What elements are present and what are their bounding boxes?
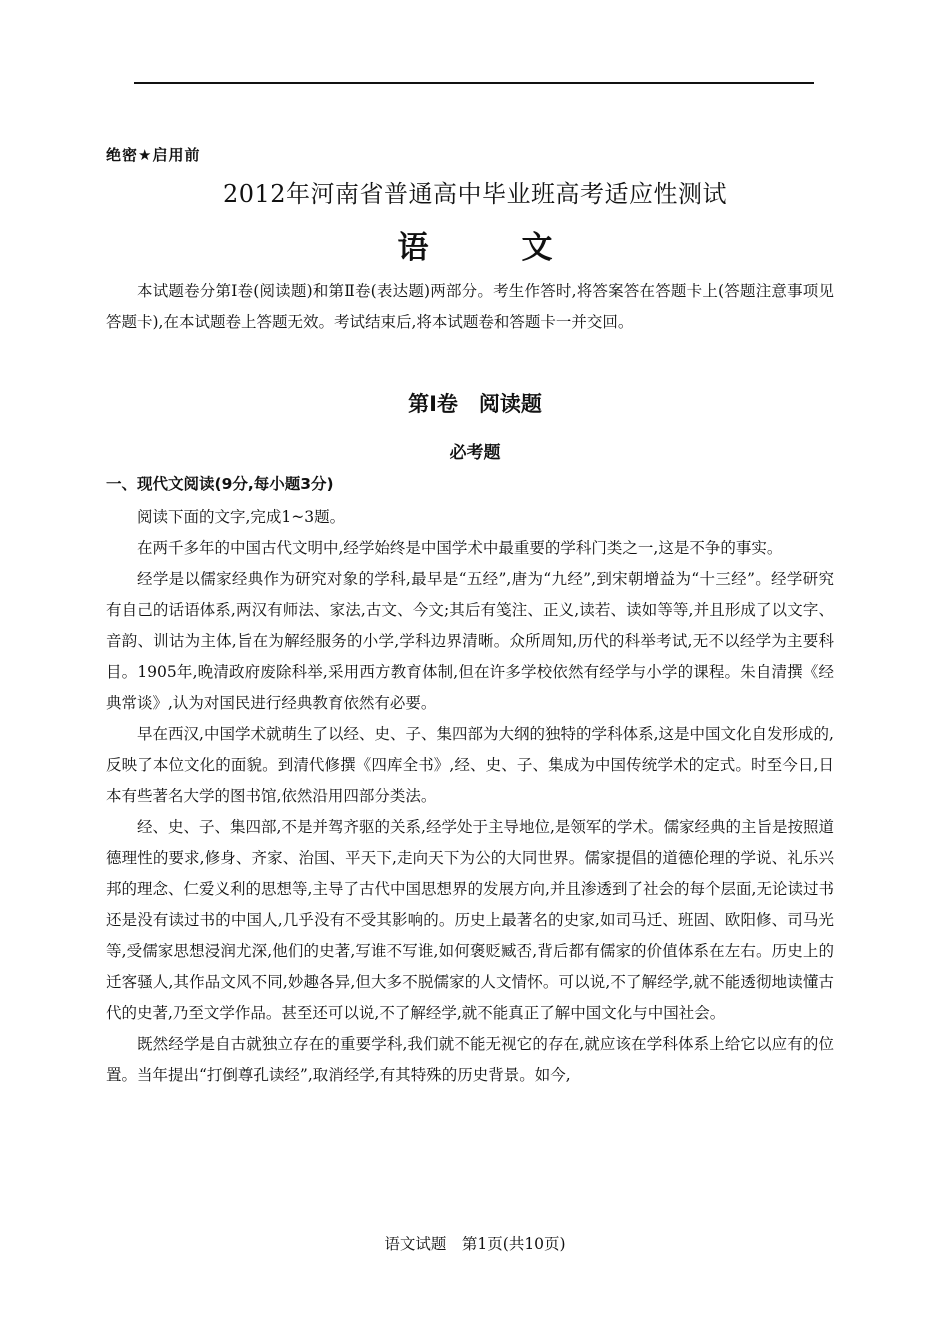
section-title: 第Ⅰ卷 阅读题 xyxy=(408,392,542,416)
instruction-text: 阅读下面的文字,完成1~3题。 xyxy=(137,508,346,526)
top-rule xyxy=(134,82,814,84)
intro-text: 本试题卷分第Ⅰ卷(阅读题)和第Ⅱ卷(表达题)两部分。考生作答时,将答案答在答题卡上(答题注意事项见答题卡),在本试题卷上答题无效。考试结束后,将本试题卷和答题卡一并交回。 xyxy=(106,282,834,331)
section-subtitle: 必考题 xyxy=(449,443,501,463)
exam-title: 2012年河南省普通高中毕业班高考适应性测试 xyxy=(222,180,728,208)
passage-paragraph-2: 经学是以儒家经典作为研究对象的学科,最早是“五经”,唐为“九经”,到宋朝增益为“十三经”。经学研究有自己的话语体系,两汉有师法、家法,古文、今文;其后有笺注、正义,读若、读如等等,并且形成了以文字、音韵、训诂为主体,旨在为解经服务的小学,学科边界清晰。众所周知,历代的科举考试,无不以经学为主要科目。1905年,晚清政府废除科举,采用西方教育体制,但在许多学校依然有经学与小学的课程。朱自清撰《经典常谈》,认为对国民进行经典教育依然有必要。 xyxy=(106,570,834,712)
subject-title: 语 文 xyxy=(397,230,553,266)
page-footer: 语文试题 第1页(共10页) xyxy=(384,1235,566,1253)
reading-passage xyxy=(106,502,834,1091)
passage-paragraph-4: 经、史、子、集四部,不是并驾齐驱的关系,经学处于主导地位,是领军的学术。儒家经典的主旨是按照道德理性的要求,修身、齐家、治国、平天下,走向天下为公的大同世界。儒家提倡的道德伦理的学说、礼乐兴邦的理念、仁爱义利的思想等,主导了古代中国思想界的发展方向,并且渗透到了社会的每个层面,无论读过书还是没有读过书的中国人,几乎没有不受其影响的。历史上最著名的史家,如司马迁、班固、欧阳修、司马光等,受儒家思想浸润尤深,他们的史著,写谁不写谁,如何褒贬臧否,背后都有儒家的价值体系在左右。历史上的迁客骚人,其作品文风不同,妙趣各异,但大多不脱儒家的人文情怀。可以说,不了解经学,就不能透彻地读懂古代的史著,乃至文学作品。甚至还可以说,不了解经学,就不能真正了解中国文化与中国社会。 xyxy=(106,818,834,1022)
question-heading: 一、现代文阅读(9分,每小题3分) xyxy=(106,475,334,493)
intro-paragraph xyxy=(106,276,834,338)
passage-paragraph-5: 既然经学是自古就独立存在的重要学科,我们就不能无视它的存在,就应该在学科体系上给它以应有的位置。当年提出“打倒尊孔读经”,取消经学,有其特殊的历史背景。如今, xyxy=(106,1035,834,1084)
confidential-label: 绝密★启用前 xyxy=(106,146,201,164)
passage-paragraph-1: 在两千多年的中国古代文明中,经学始终是中国学术中最重要的学科门类之一,这是不争的事实。 xyxy=(137,539,783,557)
passage-paragraph-3: 早在西汉,中国学术就萌生了以经、史、子、集四部为大纲的独特的学科体系,这是中国文化自发形成的,反映了本位文化的面貌。到清代修撰《四库全书》,经、史、子、集成为中国传统学术的定式。时至今日,日本有些著名大学的图书馆,依然沿用四部分类法。 xyxy=(106,725,834,805)
